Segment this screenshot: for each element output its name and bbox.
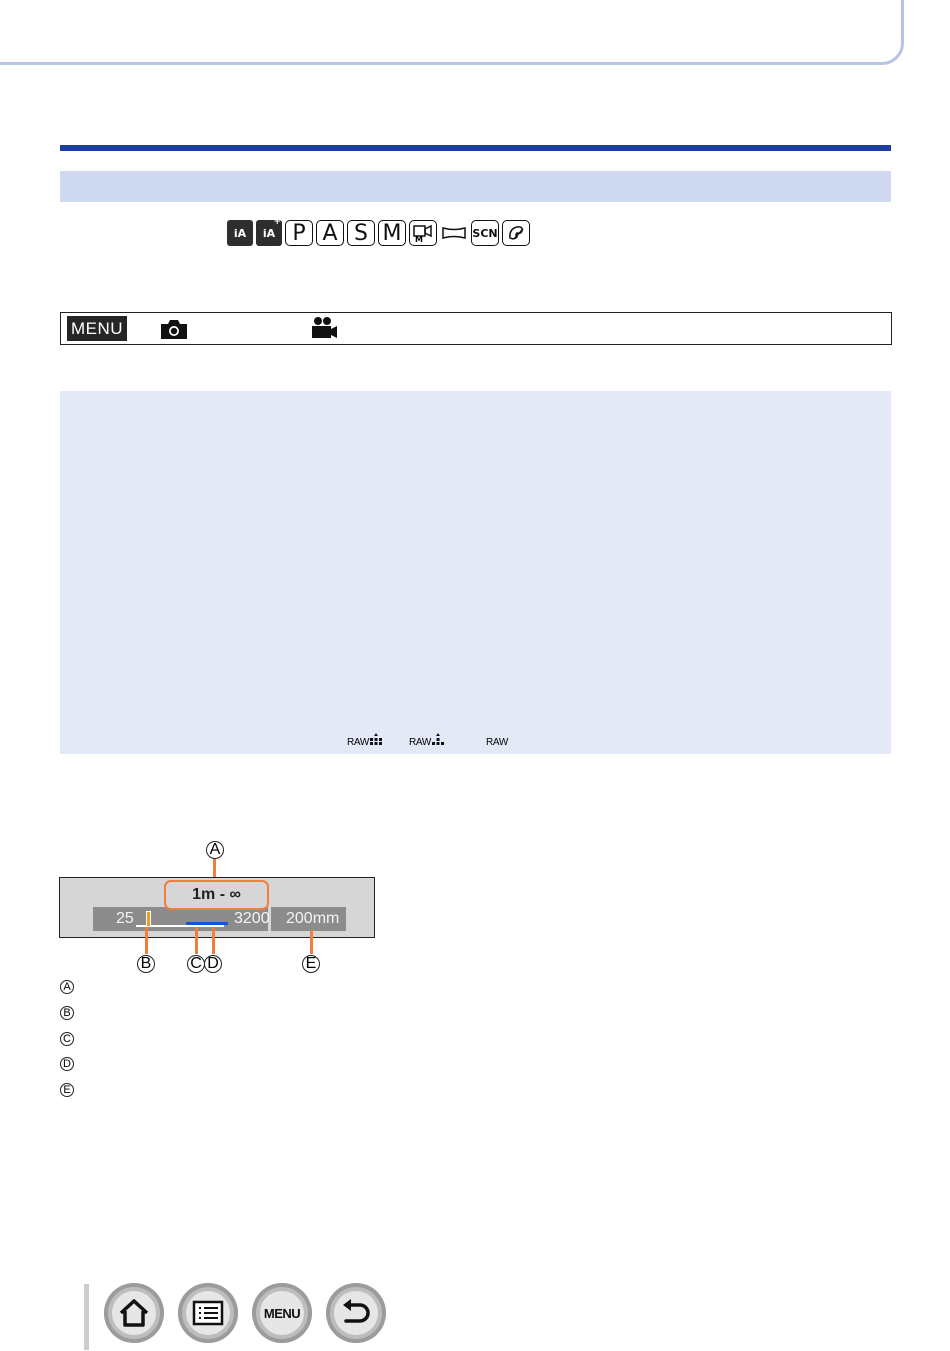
focal-length-value: 200mm (286, 910, 340, 927)
back-icon (340, 1299, 372, 1327)
home-button[interactable] (104, 1283, 164, 1343)
panorama-mode-icon (440, 220, 468, 246)
intelligent-auto-plus-label: iA (262, 226, 276, 240)
focus-range-bar (186, 922, 228, 925)
zoom-position-marker (146, 911, 151, 927)
creative-control-icon (502, 220, 530, 246)
raw-standard-quality-icon (430, 733, 446, 747)
raw-fine-label: RAW (347, 737, 370, 748)
aperture-priority-icon: A (316, 220, 344, 246)
contents-icon (192, 1300, 224, 1326)
callout-b: B (137, 955, 155, 973)
focus-range-readout: 1m - ∞ (164, 880, 269, 910)
manual-mode-icon: M (378, 220, 406, 246)
zoom-max-value: 3200 (234, 910, 270, 927)
callout-e: E (302, 955, 320, 973)
raw-fine-quality-icon (368, 733, 384, 747)
leader-d (212, 927, 215, 954)
legend-marker-e: E (60, 1083, 74, 1097)
nav-divider (84, 1284, 89, 1350)
header-tab-frame (0, 0, 904, 65)
menu-icon: MENU (263, 1305, 301, 1321)
raw-only-label: RAW (486, 737, 509, 748)
creative-video-mode-icon (409, 220, 437, 246)
leader-b (145, 927, 148, 954)
info-box (60, 391, 891, 754)
home-icon (117, 1298, 151, 1328)
back-button[interactable] (326, 1283, 386, 1343)
contents-button[interactable] (178, 1283, 238, 1343)
menu-button[interactable] (252, 1283, 312, 1343)
intelligent-auto-plus-icon: iA + (256, 220, 282, 246)
leader-c (195, 927, 198, 954)
legend-marker-a: A (60, 980, 74, 994)
movie-camera-icon (309, 316, 339, 345)
subheading-band (60, 171, 891, 202)
legend-marker-c: C (60, 1032, 74, 1046)
callout-d: D (204, 955, 222, 973)
menu-chip: MENU (67, 316, 127, 341)
callout-a: A (206, 841, 224, 859)
svg-text:M: M (415, 235, 423, 243)
intelligent-auto-icon: iA (227, 220, 253, 246)
legend-marker-d: D (60, 1057, 74, 1071)
program-mode-icon: P (285, 220, 313, 246)
camera-icon (159, 318, 189, 345)
shutter-priority-icon: S (347, 220, 375, 246)
zoom-min-value: 25 (116, 910, 134, 927)
scene-guide-icon: SCN (471, 220, 499, 246)
leader-e (310, 930, 313, 954)
callout-c: C (187, 955, 205, 973)
title-rule (60, 145, 891, 151)
legend-marker-b: B (60, 1006, 74, 1020)
recording-mode-icons (227, 219, 530, 247)
raw-standard-label: RAW (409, 737, 432, 748)
